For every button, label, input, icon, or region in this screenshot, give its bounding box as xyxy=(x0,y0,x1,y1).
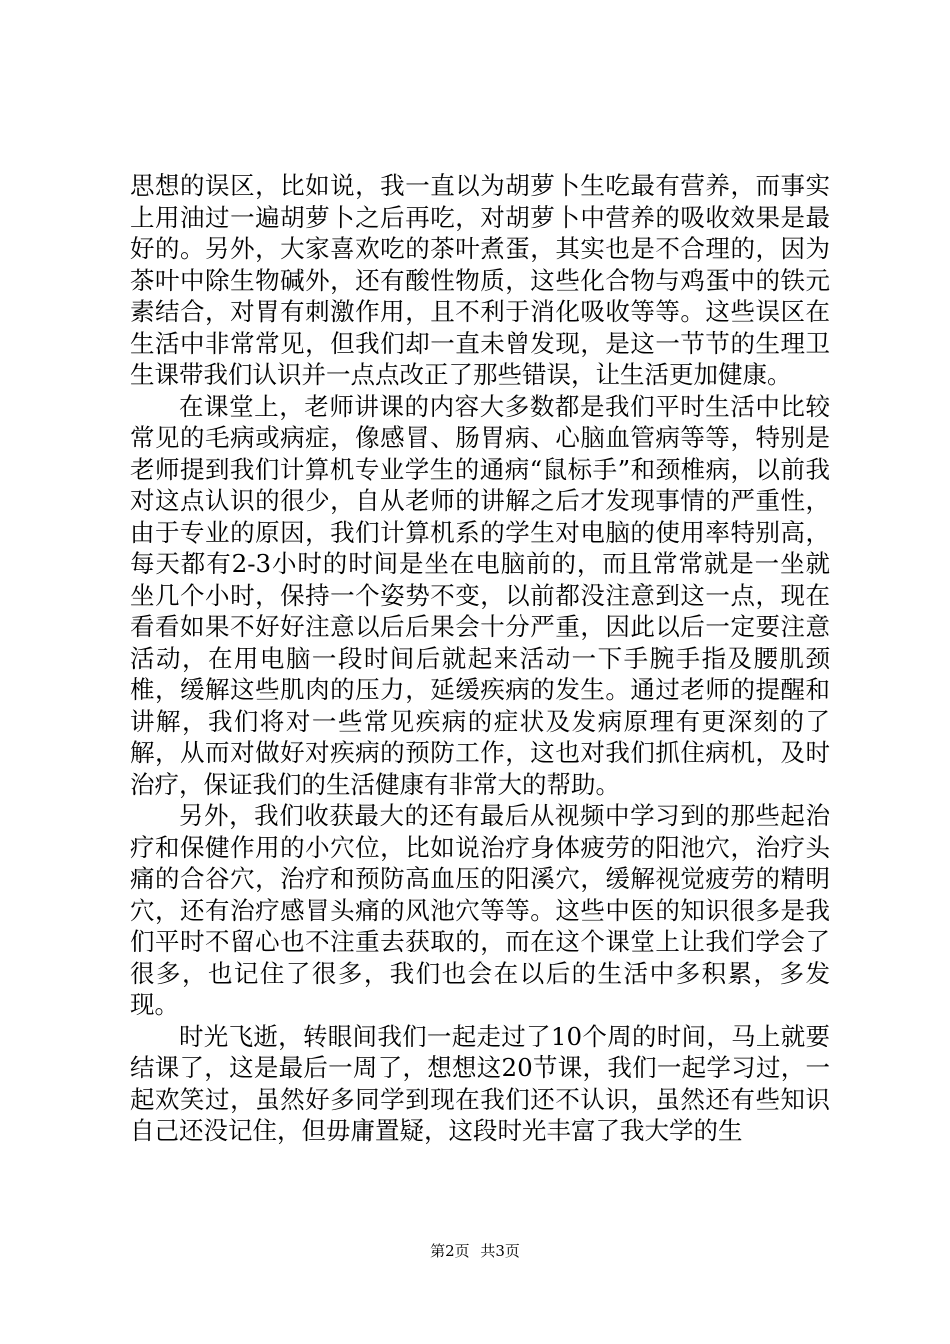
paragraph-3: 另外，我们收获最大的还有最后从视频中学习到的那些起治疗和保健作用的小穴位，比如说治疗身体疲劳的阳池穴，治疗头痛的合谷穴，治疗和预防高血压的阳溪穴，缓解视觉疲劳的精明穴，还有治疗感冒头痛的风池穴等等。这些中医的知识很多是我们平时不留心也不注重去获取的，而在这个课堂上让我们学会了很多，也记住了很多，我们也会在以后的生活中多积累，多发现。 xyxy=(130,801,830,1019)
page-number: 第2页 xyxy=(430,1242,470,1260)
page-footer xyxy=(0,1240,950,1261)
page-total: 共3页 xyxy=(480,1242,520,1260)
paragraph-4: 时光飞逝，转眼间我们一起走过了10个周的时间，马上就要结课了，这是最后一周了，想想这20节课，我们一起学习过，一起欢笑过，虽然好多同学到现在我们还不认识，虽然还有些知识自己还没记住，但毋庸置疑，这段时光丰富了我大学的生 xyxy=(130,1021,830,1145)
body-text xyxy=(130,170,830,1147)
paragraph-1: 思想的误区，比如说，我一直以为胡萝卜生吃最有营养，而事实上用油过一遍胡萝卜之后再吃，对胡萝卜中营养的吸收效果是最好的。另外，大家喜欢吃的茶叶煮蛋，其实也是不合理的，因为茶叶中除生物碱外，还有酸性物质，这些化合物与鸡蛋中的铁元素结合，对胃有刺激作用，且不利于消化吸收等等。这些误区在生活中非常常见，但我们却一直未曾发现，是这一节节的生理卫生课带我们认识并一点点改正了那些错误，让生活更加健康。 xyxy=(130,171,830,389)
paragraph-2: 在课堂上，老师讲课的内容大多数都是我们平时生活中比较常见的毛病或病症，像感冒、肠胃病、心脑血管病等等，特别是老师提到我们计算机专业学生的通病“鼠标手”和颈椎病，以前我对这点认识的很少，自从老师的讲解之后才发现事情的严重性，由于专业的原因，我们计算机系的学生对电脑的使用率特别高，每天都有2-3小时的时间是坐在电脑前的，而且常常就是一坐就坐几个小时，保持一个姿势不变，以前都没注意到这一点，现在看看如果不好好注意以后后果会十分严重，因此以后一定要注意活动，在用电脑一段时间后就起来活动一下手腕手指及腰肌颈椎，缓解这些肌肉的压力，延缓疾病的发生。通过老师的提醒和讲解，我们将对一些常见疾病的症状及发病原理有更深刻的了解，从而对做好对疾病的预防工作，这也对我们抓住病机，及时治疗，保证我们的生活健康有非常大的帮助。 xyxy=(130,391,830,799)
